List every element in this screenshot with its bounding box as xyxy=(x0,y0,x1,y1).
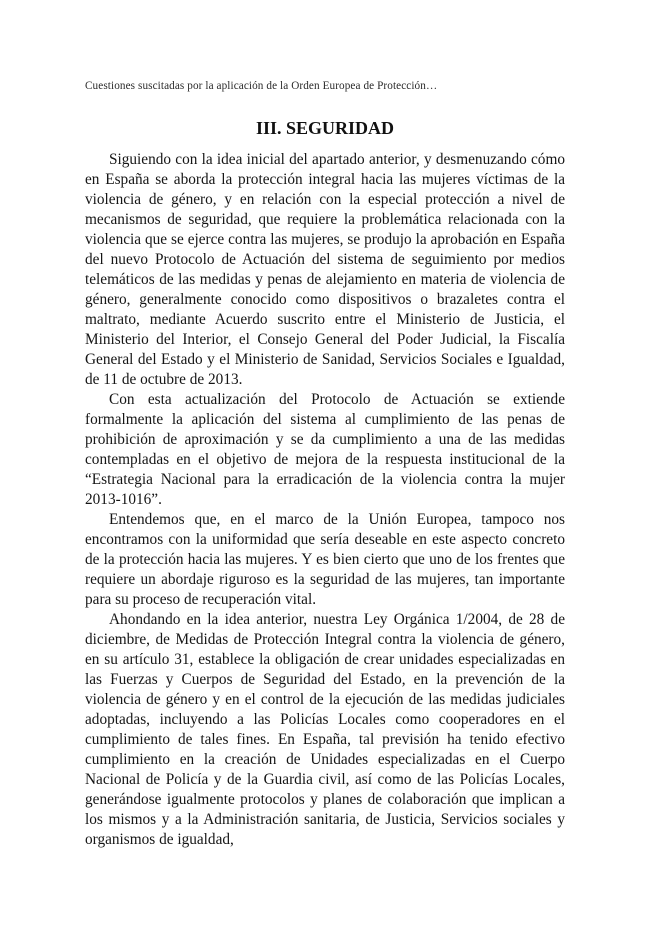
paragraph: Ahondando en la idea anterior, nuestra Ley Orgánica 1/2004, de 28 de diciembre, de Medidas de Protección Integral contra la violencia de género, en su artículo 31, establece la obligación de crear unidades especializadas en las Fuerzas y Cuerpos de Seguridad del Estado, en la prevención de la violencia de género y en el control de la ejecución de las medidas judiciales adoptadas, incluyendo a las Policías Locales como cooperadores en el cumplimiento de tales fines. En España, tal previsión ha tenido efectivo cumplimiento en la creación de Unidades especializadas en el Cuerpo Nacional de Policía y de la Guardia civil, así como de las Policías Locales, generándose igualmente protocolos y planes de colaboración que implican a los mismos y a la Administración sanitaria, de Justicia, Servicios sociales y organismos de igualdad, xyxy=(85,611,565,848)
paragraph: Entendemos que, en el marco de la Unión Europea, tampoco nos encontramos con la uniformidad que sería deseable en este aspecto concreto de la protección hacia las mujeres. Y es bien cierto que uno de los frentes que requiere un abordaje riguroso es la seguridad de las mujeres, tan importante para su proceso de recuperación vital. xyxy=(85,511,565,608)
paragraph: Siguiendo con la idea inicial del apartado anterior, y desmenuzando cómo en España se aborda la protección integral hacia las mujeres víctimas de la violencia de género, y en relación con la especial protección a nivel de mecanismos de seguridad, que requiere la problemática relacionada con la violencia que se ejerce contra las mujeres, se produjo la aprobación en España del nuevo Protocolo de Actuación del sistema de seguimiento por medios telemáticos de las medidas y penas de alejamiento en materia de violencia de género, generalmente conocido como dispositivos o brazaletes contra el maltrato, mediante Acuerdo suscrito entre el Ministerio de Justicia, el Ministerio del Interior, el Consejo General del Poder Judicial, la Fiscalía General del Estado y el Ministerio de Sanidad, Servicios Sociales e Igualdad, de 11 de octubre de 2013. xyxy=(85,151,565,388)
body-text xyxy=(85,150,565,850)
section-title: III. SEGURIDAD xyxy=(255,118,395,138)
running-header: Cuestiones suscitadas por la aplicación de la Orden Europea de Protección… xyxy=(85,80,438,92)
paragraph: Con esta actualización del Protocolo de Actuación se extiende formalmente la aplicación del sistema al cumplimiento de las penas de prohibición de aproximación y se da cumplimiento a una de las medidas contempladas en el objetivo de mejora de la respuesta institucional de la “Estrategia Nacional para la erradicación de la violencia contra la mujer 2013-1016”. xyxy=(85,391,565,508)
